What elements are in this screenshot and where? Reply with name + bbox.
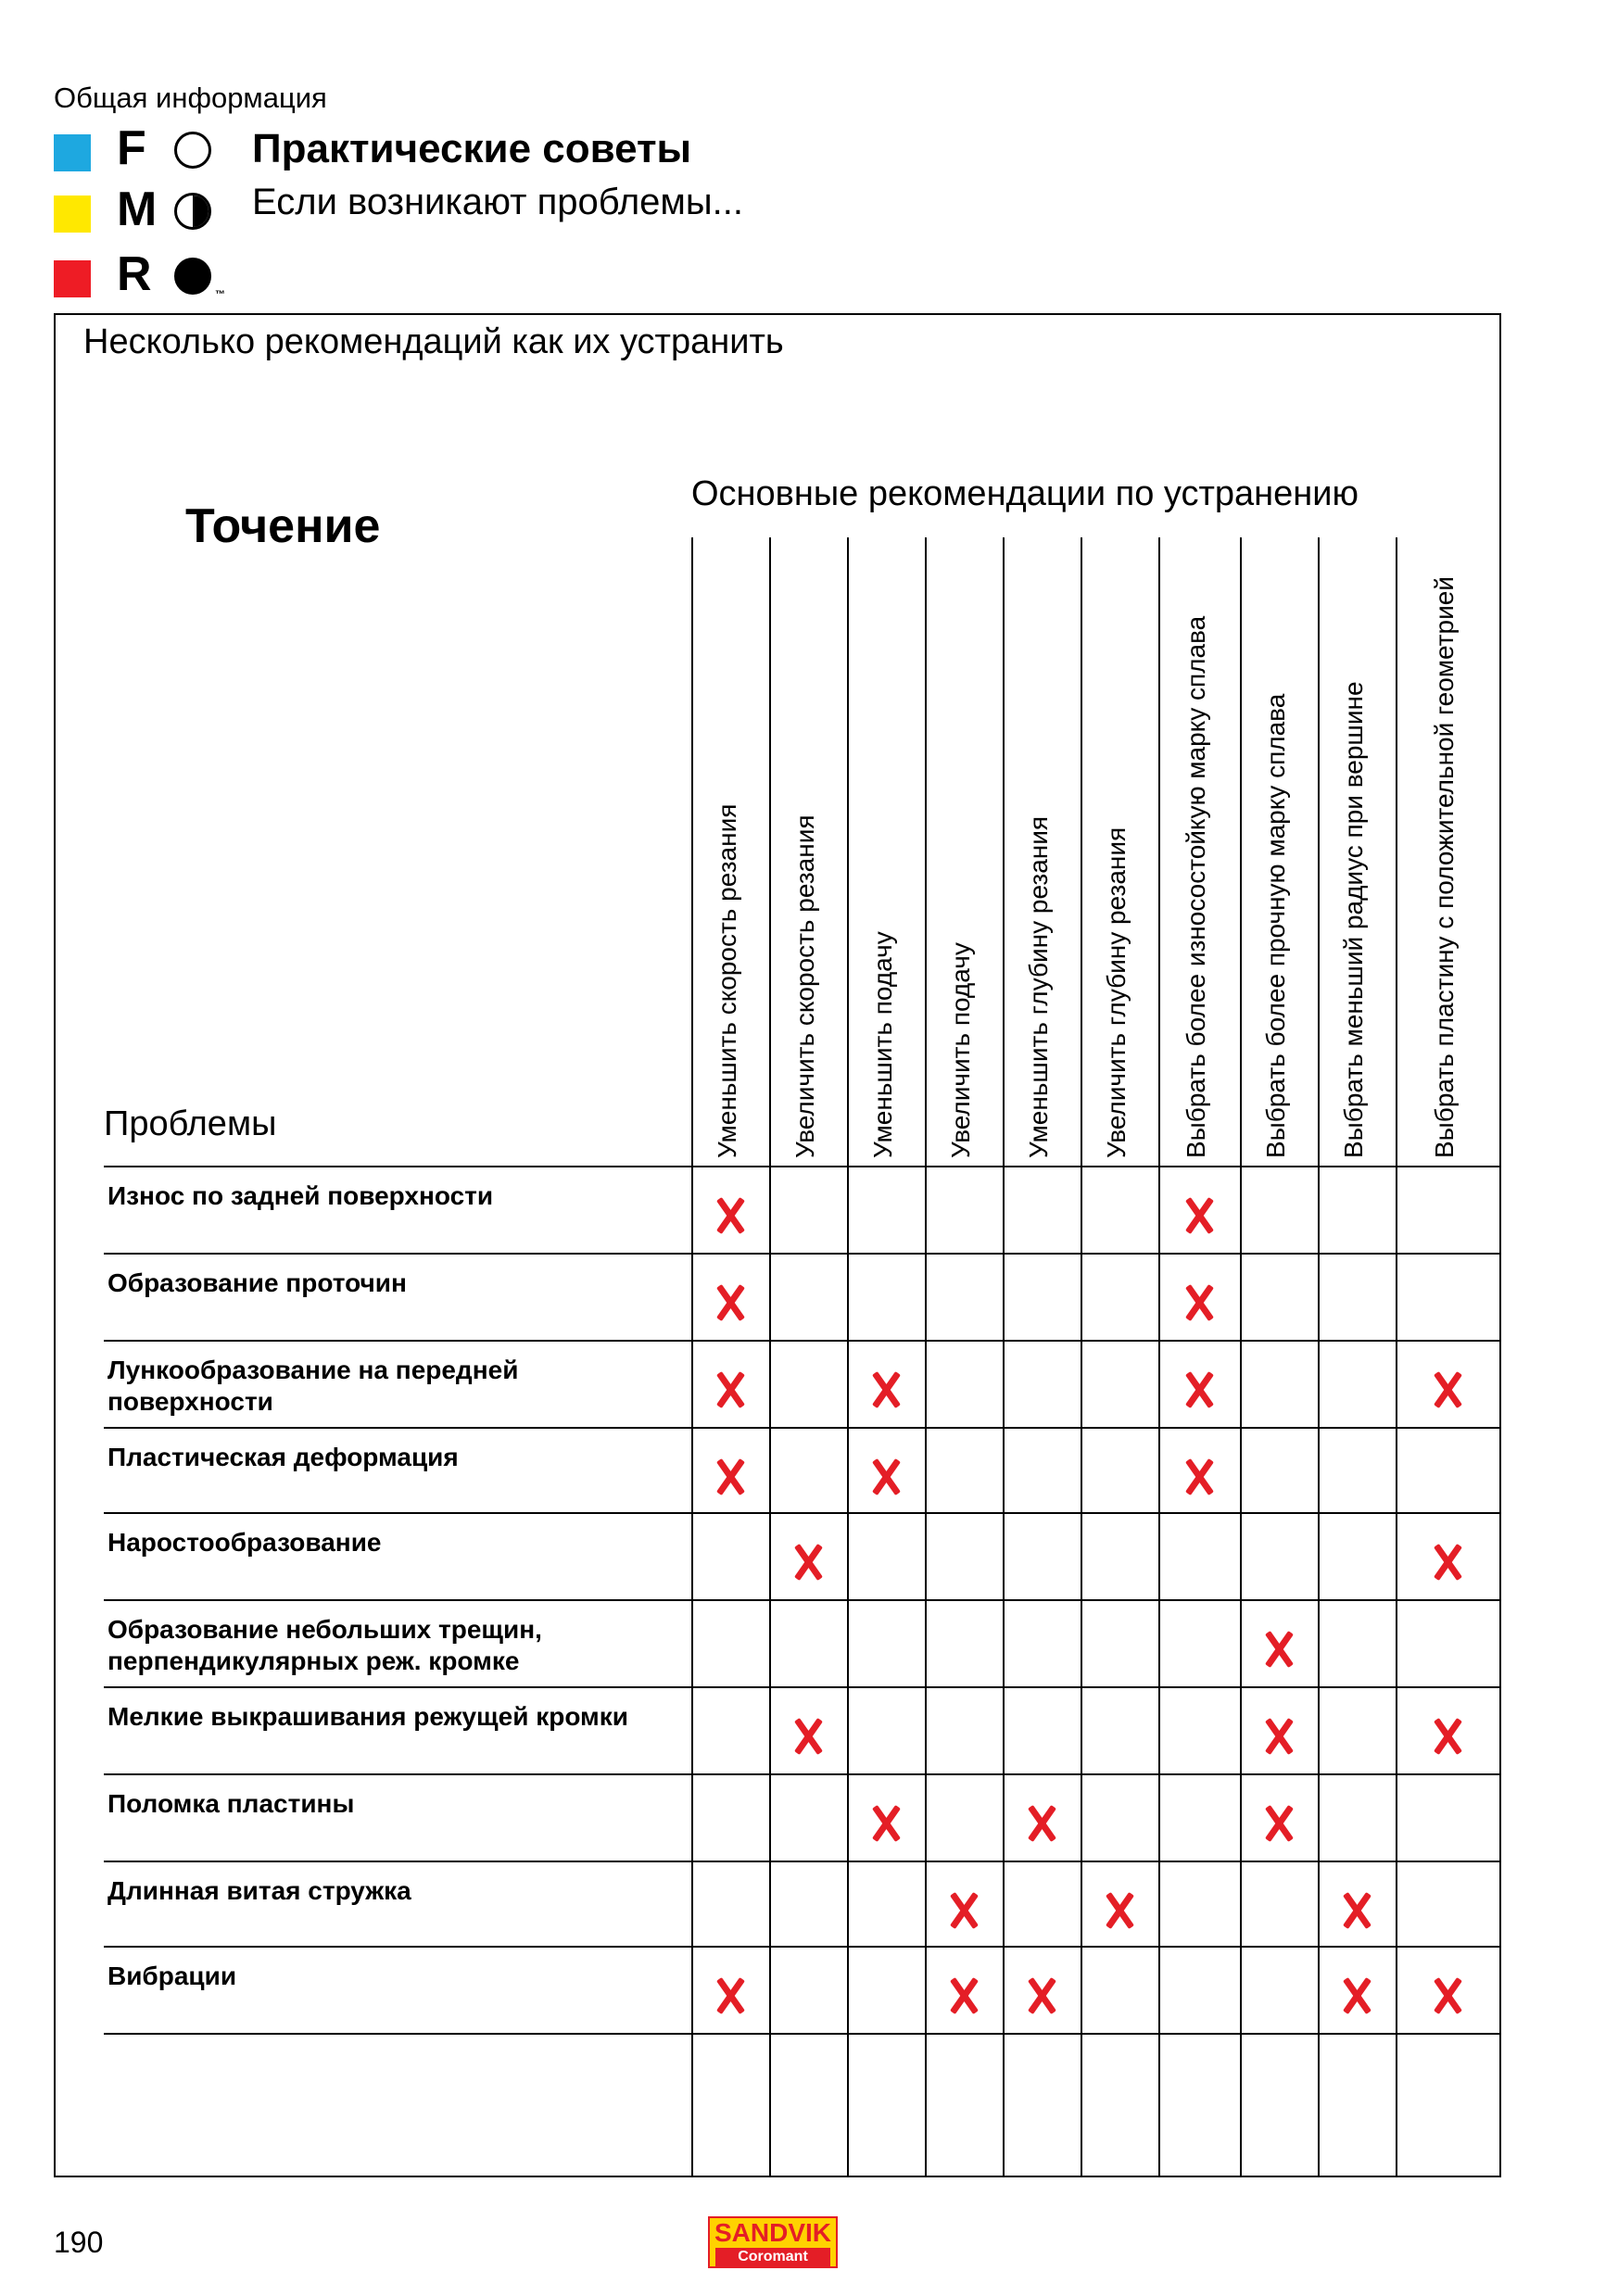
logo-text-top: SANDVIK (714, 2218, 831, 2247)
row-divider (104, 1166, 1499, 1167)
recommendation-column-header: Выбрать меньший радиус при вершине (1339, 681, 1368, 1158)
problem-label: Образование небольших трещин, перпендикулярных реж. кромке (107, 1615, 542, 1675)
column-divider (1240, 537, 1242, 2177)
recommendation-column-header: Увеличить скорость резания (790, 814, 819, 1158)
recommendation-column-header: Увеличить подачу (946, 942, 975, 1158)
trademark-mark: ™ (215, 289, 225, 300)
row-divider (104, 1512, 1499, 1514)
empty-circle-icon (174, 132, 211, 169)
recommendation-mark-icon (791, 1545, 825, 1579)
column-divider (1396, 537, 1397, 2177)
recommendation-mark-icon (947, 1894, 980, 1927)
row-divider (104, 1686, 1499, 1688)
row-divider (104, 1427, 1499, 1429)
problems-heading: Проблемы (104, 1104, 277, 1143)
legend-swatch-yellow (54, 196, 91, 233)
legend-letter: M (117, 183, 158, 236)
recommendation-mark-icon (714, 1199, 747, 1232)
recommendation-mark-icon (1182, 1286, 1216, 1319)
column-divider (1318, 537, 1320, 2177)
column-divider (691, 537, 693, 2177)
recommendation-mark-icon (869, 1373, 903, 1407)
recommendation-mark-icon (1103, 1894, 1136, 1927)
recommendation-column-header: Уменьшить глубину резания (1024, 815, 1053, 1158)
recommendation-mark-icon (1025, 1979, 1058, 2012)
legend-swatch-blue (54, 134, 91, 171)
recommendation-mark-icon (1182, 1199, 1216, 1232)
section-label: Общая информация (54, 82, 327, 114)
recommendation-mark-icon (791, 1720, 825, 1753)
row-divider (104, 1253, 1499, 1255)
recommendation-mark-icon (1431, 1373, 1464, 1407)
recommendation-mark-icon (1431, 1720, 1464, 1753)
row-divider (104, 1861, 1499, 1862)
recommendation-column-header: Уменьшить скорость резания (713, 803, 741, 1158)
column-divider (1003, 537, 1005, 2177)
page-title: Практические советы (252, 126, 692, 171)
recommendation-column-header: Выбрать пластину с положительной геометрией (1430, 576, 1459, 1158)
page-number: 190 (54, 2226, 104, 2259)
recommendation-mark-icon (1431, 1545, 1464, 1579)
recommendation-column-header: Выбрать более износостойкую марку сплава (1182, 615, 1210, 1158)
recommendation-mark-icon (869, 1807, 903, 1840)
column-divider (925, 537, 927, 2177)
problem-label: Износ по задней поверхности (107, 1181, 494, 1210)
logo-text-bottom: Coromant (715, 2248, 830, 2266)
row-divider (104, 1773, 1499, 1775)
recommendation-column-header: Выбрать более прочную марку сплава (1261, 693, 1290, 1158)
recommendation-mark-icon (947, 1979, 980, 2012)
legend-swatch-red (54, 260, 91, 297)
recommendation-mark-icon (714, 1460, 747, 1494)
problem-label: Образование проточин (107, 1268, 407, 1297)
recommendation-mark-icon (714, 1979, 747, 2012)
recommendation-column-header: Уменьшить подачу (868, 931, 897, 1158)
problem-label: Мелкие выкрашивания режущей кромки (107, 1702, 628, 1731)
problem-label: Вибрации (107, 1962, 237, 1990)
row-divider (104, 1946, 1499, 1948)
recommendation-mark-icon (1262, 1807, 1296, 1840)
recommendation-mark-icon (1025, 1807, 1058, 1840)
recommendations-heading: Основные рекомендации по устранению (691, 474, 1359, 513)
column-divider (1158, 537, 1160, 2177)
legend-letter: R (117, 247, 152, 301)
recommendation-mark-icon (714, 1286, 747, 1319)
column-divider (1499, 537, 1501, 2177)
legend-letter: F (117, 121, 146, 175)
full-circle-icon (174, 258, 211, 295)
column-divider (769, 537, 771, 2177)
column-divider (847, 537, 849, 2177)
half-circle-icon (174, 193, 211, 230)
operation-title: Точение (185, 499, 381, 553)
recommendation-mark-icon (1262, 1633, 1296, 1666)
frame-title: Несколько рекомендаций как их устранить (83, 322, 784, 361)
row-divider (104, 2033, 1499, 2035)
recommendation-column-header: Увеличить глубину резания (1102, 826, 1131, 1158)
recommendation-mark-icon (1340, 1979, 1373, 2012)
problem-label: Лункообразование на передней поверхности (107, 1356, 519, 1416)
problem-label: Поломка пластины (107, 1789, 355, 1818)
sandvik-coromant-logo (708, 2216, 838, 2268)
recommendation-mark-icon (1182, 1373, 1216, 1407)
row-divider (104, 1340, 1499, 1342)
problem-label: Наростообразование (107, 1528, 382, 1557)
problem-label: Длинная витая стружка (107, 1876, 411, 1905)
row-divider (104, 1599, 1499, 1601)
recommendation-mark-icon (1431, 1979, 1464, 2012)
recommendation-mark-icon (869, 1460, 903, 1494)
column-divider (1081, 537, 1082, 2177)
problem-label: Пластическая деформация (107, 1443, 459, 1471)
recommendation-mark-icon (714, 1373, 747, 1407)
recommendation-mark-icon (1182, 1460, 1216, 1494)
recommendation-mark-icon (1262, 1720, 1296, 1753)
recommendation-mark-icon (1340, 1894, 1373, 1927)
page-subtitle: Если возникают проблемы... (252, 182, 744, 222)
